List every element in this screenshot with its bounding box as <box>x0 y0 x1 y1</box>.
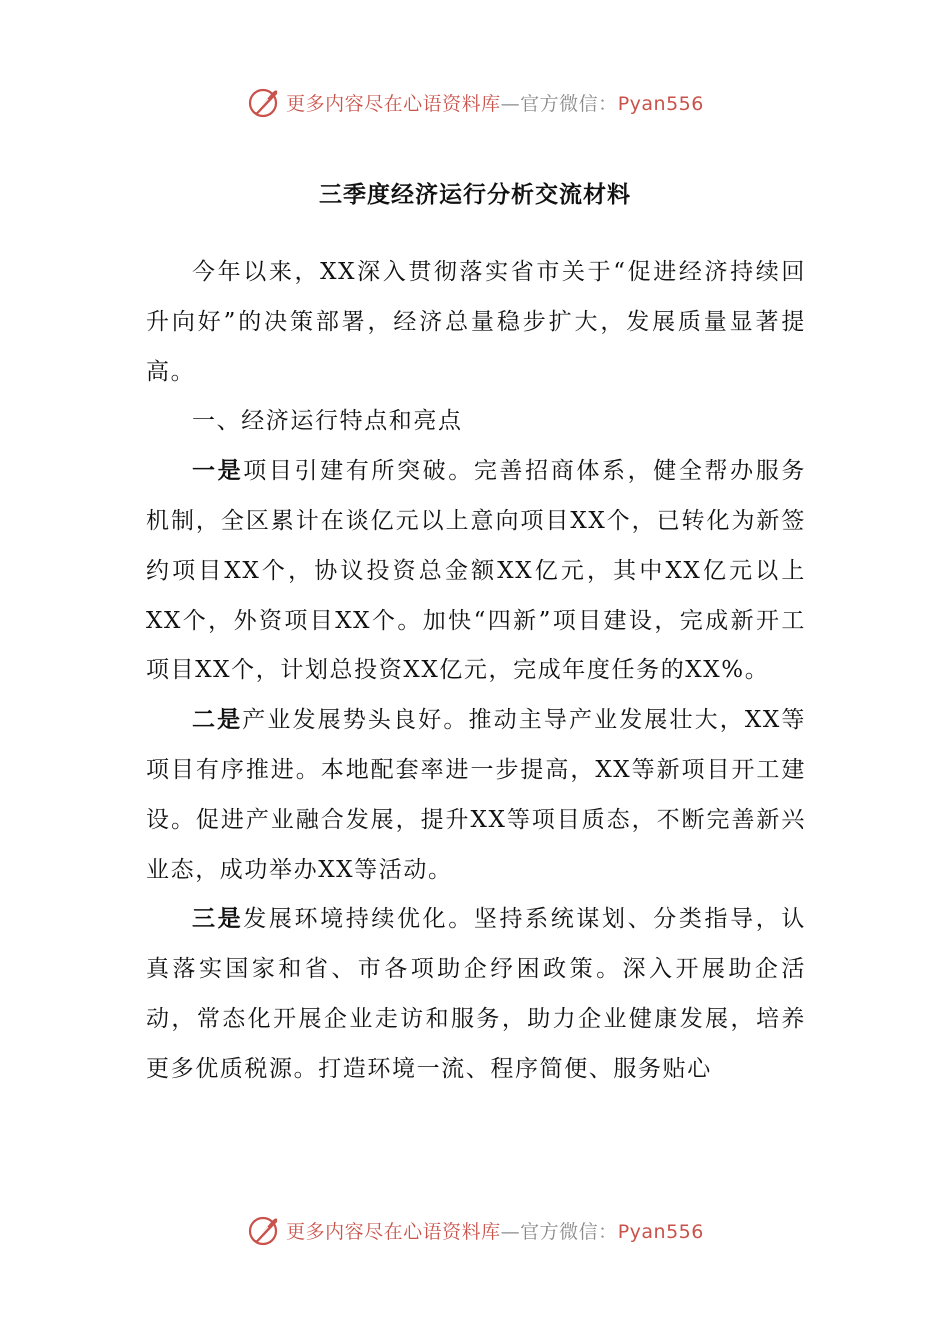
banner-text <box>286 1217 704 1244</box>
footer-banner <box>0 1210 950 1250</box>
paragraph-text: 产业发展势头良好。推动主导产业发展壮大，XX等项目有序推进。本地配套率进一步提高，XX等新项目开工建设。促进产业融合发展，提升XX等项目质态，不断完善新兴业态，成功举办XX等活动。 <box>146 707 806 883</box>
paragraph-text: 一、经济运行特点和亮点 <box>192 408 463 435</box>
paragraph-intro <box>146 248 806 397</box>
paragraph-lead: 二是 <box>192 707 243 734</box>
paragraph-point-2 <box>146 696 806 895</box>
quill-logo-icon <box>246 84 282 120</box>
banner-text-red: 更多内容尽在心语资料库 <box>286 92 501 115</box>
paragraph-point-1 <box>146 447 806 696</box>
banner-text-gray: —官方微信： <box>500 92 618 115</box>
paragraph-text: 项目引建有所突破。完善招商体系，健全帮办服务机制，全区累计在谈亿元以上意向项目XX个，已转化为新签约项目XX个，协议投资总金额XX亿元，其中XX亿元以上XX个，外资项目XX个。加快“四新”项目建设，完成新开工项目XX个，计划总投资XX亿元，完成年度任务的XX%。 <box>146 458 807 684</box>
banner-text-gray: —官方微信： <box>500 1220 618 1243</box>
paragraph-lead: 一是 <box>192 458 244 485</box>
paragraph-point-3 <box>146 895 806 1094</box>
banner-text <box>286 89 704 116</box>
banner-text-red: 更多内容尽在心语资料库 <box>286 1220 501 1243</box>
quill-logo-icon <box>246 1212 282 1248</box>
document-body <box>146 248 806 1095</box>
paragraph-text: 今年以来，XX深入贯彻落实省市关于“促进经济持续回升向好”的决策部署，经济总量稳步扩大，发展质量显著提高。 <box>146 259 806 385</box>
section-heading <box>146 397 806 447</box>
document-title: 三季度经济运行分析交流材料 <box>319 182 631 208</box>
paragraph-text: 发展环境持续优化。坚持系统谋划、分类指导，认真落实国家和省、市各项助企纾困政策。深入开展助企活动，常态化开展企业走访和服务，助力企业健康发展，培养更多优质税源。打造环境一流、程序简便、服务贴心 <box>146 906 807 1082</box>
paragraph-lead: 三是 <box>192 906 244 933</box>
header-banner <box>0 82 950 122</box>
banner-wechat-id: Pyan556 <box>617 92 704 115</box>
banner-wechat-id: Pyan556 <box>617 1220 704 1243</box>
